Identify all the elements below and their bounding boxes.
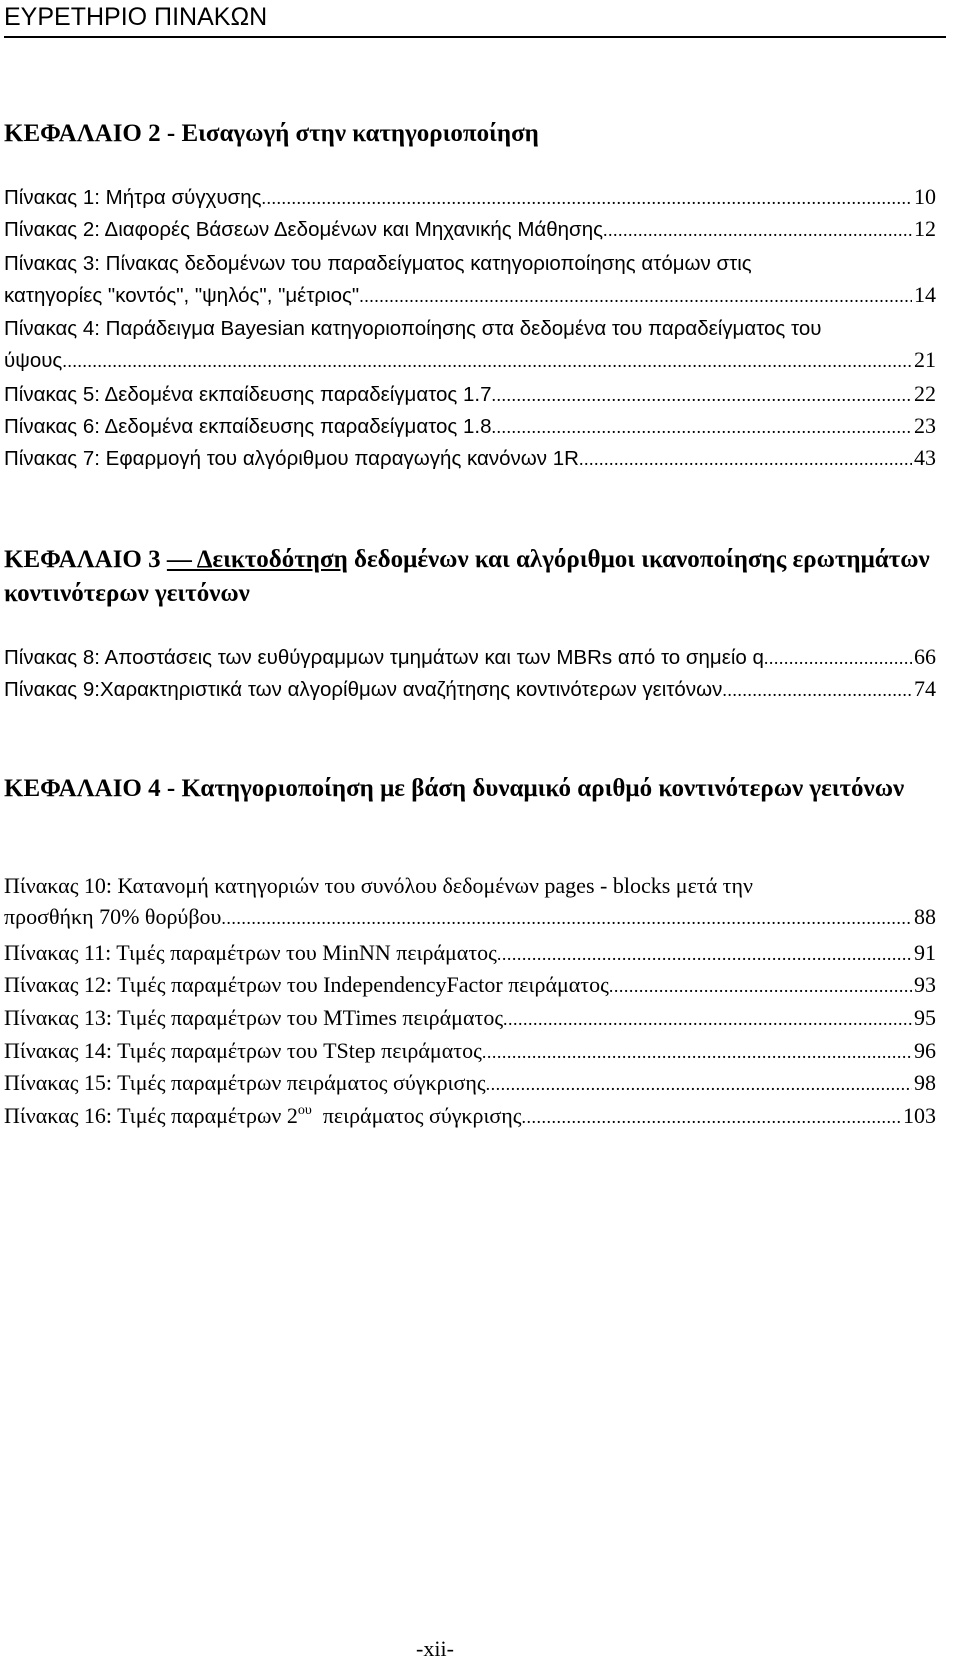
toc-entry-table-9[interactable] xyxy=(4,673,936,704)
dot-leader xyxy=(579,444,912,475)
dot-leader xyxy=(497,939,912,970)
entry-page-number: 22 xyxy=(914,381,936,406)
entry-label: Πίνακας 13: Τιμές παραμέτρων του MTimes πειράματος xyxy=(4,1005,504,1030)
entry-label: Πίνακας 1: Μήτρα σύγχυσης xyxy=(4,186,262,209)
entry-label: Πίνακας 6: Δεδομένα εκπαίδευσης παραδείγματος 1.8 xyxy=(4,415,492,438)
ordinal-superscript: ου xyxy=(297,1103,312,1118)
entry-label: Πίνακας 8: Αποστάσεις των ευθύγραμμων τμημάτων και των MBRs από το σημείο q xyxy=(4,646,764,669)
entry-page-number: 66 xyxy=(914,644,936,669)
dot-leader xyxy=(359,281,912,312)
dot-leader xyxy=(609,971,912,1002)
dot-leader xyxy=(492,412,913,443)
entry-label-line-1: Πίνακας 4: Παράδειγμα Bayesian κατηγοριοποίησης στα δεδομένα του παραδείγματος του xyxy=(4,317,822,340)
toc-entry-table-13[interactable] xyxy=(4,1002,936,1033)
entry-page-number: 96 xyxy=(914,1038,936,1063)
entry-page-number: 88 xyxy=(914,904,936,929)
entry-label: προσθήκη 70% θορύβου xyxy=(4,904,222,929)
entry-label-line-1: Πίνακας 10: Κατανομή κατηγοριών του συνόλου δεδομένων pages - blocks μετά την xyxy=(4,873,753,898)
entry-page-number: 98 xyxy=(914,1070,936,1095)
entry-label-after-superscript: πειράματος σύγκρισης xyxy=(311,1103,522,1128)
page-number-footer: -xii- xyxy=(416,1636,454,1661)
entry-label: Πίνακας 14: Τιμές παραμέτρων του TStep πειράματος xyxy=(4,1038,482,1063)
chapter-3-heading-underlined: — Δεικτοδότηση xyxy=(166,546,348,573)
toc-entry-table-14[interactable] xyxy=(4,1035,936,1066)
toc-entry-table-15[interactable] xyxy=(4,1067,936,1098)
title-divider xyxy=(4,36,946,38)
entry-page-number: 21 xyxy=(914,347,936,372)
dot-leader xyxy=(221,903,912,934)
page-title: ΕΥΡΕΤΗΡΙΟ ΠΙΝΑΚΩΝ xyxy=(4,3,268,31)
entry-label xyxy=(4,1100,522,1131)
entry-page-number: 10 xyxy=(914,184,936,209)
toc-entry-table-6[interactable] xyxy=(4,410,936,441)
dot-leader xyxy=(261,183,912,214)
toc-entry-table-8[interactable] xyxy=(4,641,936,672)
toc-entry-table-3[interactable] xyxy=(4,248,936,310)
dot-leader xyxy=(62,346,912,377)
toc-entry-table-16[interactable] xyxy=(4,1100,936,1131)
toc-entry-table-4[interactable] xyxy=(4,313,936,375)
toc-entry-table-1[interactable] xyxy=(4,181,936,212)
entry-label: Πίνακας 11: Τιμές παραμέτρων του MinNN πειράματος xyxy=(4,940,497,965)
toc-entry-table-10[interactable] xyxy=(4,870,936,932)
dot-leader xyxy=(764,643,912,674)
entry-label: ύψους xyxy=(4,349,63,372)
chapter-3-heading xyxy=(4,543,934,611)
toc-entry-table-12[interactable] xyxy=(4,969,936,1000)
chapter-3-heading-prefix: ΚΕΦΑΛΑΙΟ 3 xyxy=(4,546,167,573)
dot-leader xyxy=(503,1004,912,1035)
entry-label: Πίνακας 5: Δεδομένα εκπαίδευσης παραδείγματος 1.7 xyxy=(4,383,492,406)
entry-label: κατηγορίες "κοντός", "ψηλός", "μέτριος" xyxy=(4,284,360,307)
dot-leader xyxy=(722,675,912,706)
chapter-3-heading-rest: δεδομένων και αλγόριθμοι ικανοποίησης ερωτημάτων κοντινότερων γειτόνων xyxy=(4,546,930,607)
entry-label: Πίνακας 9:Χαρακτηριστικά των αλγορίθμων αναζήτησης κοντινότερων γειτόνων xyxy=(4,678,723,701)
dot-leader xyxy=(482,1037,912,1068)
dot-leader xyxy=(603,215,912,246)
entry-page-number: 74 xyxy=(914,676,936,701)
entry-page-number: 43 xyxy=(914,445,936,470)
toc-entry-table-5[interactable] xyxy=(4,378,936,409)
entry-page-number: 23 xyxy=(914,413,936,438)
entry-label-before-superscript: Πίνακας 16: Τιμές παραμέτρων 2 xyxy=(4,1103,298,1128)
entry-page-number: 14 xyxy=(914,282,936,307)
toc-entry-table-2[interactable] xyxy=(4,213,936,244)
dot-leader xyxy=(486,1069,912,1100)
entry-page-number: 93 xyxy=(914,972,936,997)
entry-page-number: 91 xyxy=(914,940,936,965)
dot-leader xyxy=(522,1102,902,1133)
entry-page-number: 95 xyxy=(914,1005,936,1030)
toc-entry-table-11[interactable] xyxy=(4,937,936,968)
entry-label: Πίνακας 7: Εφαρμογή του αλγόριθμου παραγωγής κανόνων 1R xyxy=(4,447,579,470)
entry-label: Πίνακας 12: Τιμές παραμέτρων του IndependencyFactor πειράματος xyxy=(4,972,609,997)
entry-label: Πίνακας 2: Διαφορές Βάσεων Δεδομένων και Μηχανικής Μάθησης xyxy=(4,218,603,241)
chapter-4-heading: ΚΕΦΑΛΑΙΟ 4 - Κατηγοριοποίηση με βάση δυναμικό αριθμό κοντινότερων γειτόνων xyxy=(4,775,905,802)
entry-label-line-1: Πίνακας 3: Πίνακας δεδομένων του παραδείγματος κατηγοριοποίησης ατόμων στις xyxy=(4,252,752,275)
toc-entry-table-7[interactable] xyxy=(4,442,936,473)
entry-page-number: 103 xyxy=(903,1103,936,1128)
dot-leader xyxy=(492,380,913,411)
entry-label: Πίνακας 15: Τιμές παραμέτρων πειράματος σύγκρισης xyxy=(4,1070,486,1095)
chapter-2-heading: ΚΕΦΑΛΑΙΟ 2 - Εισαγωγή στην κατηγοριοποίηση xyxy=(4,120,539,147)
entry-page-number: 12 xyxy=(914,216,936,241)
